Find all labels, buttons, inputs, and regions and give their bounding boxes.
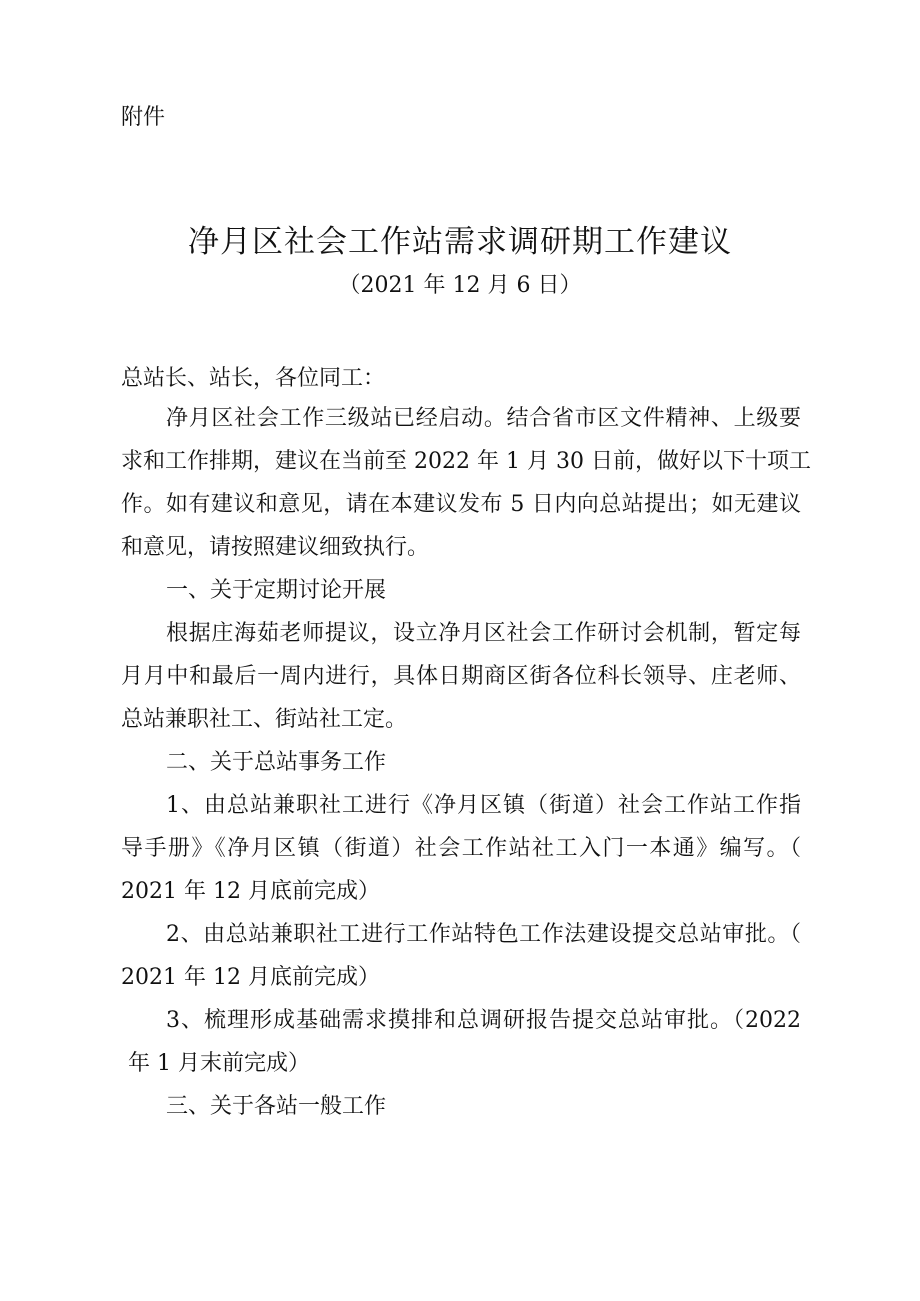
- document-title: 净月区社会工作站需求调研期工作建议: [188, 224, 732, 260]
- intro-line: 净月区社会工作三级站已经启动。结合省市区文件精神、上级要: [166, 406, 801, 431]
- section-heading: 一、关于定期讨论开展: [166, 578, 387, 603]
- intro-line: 作。如有建议和意见，请在本建议发布 5 日内向总站提出；如无建议: [121, 492, 801, 517]
- paragraph-line: 根据庄海茹老师提议，设立净月区社会工作研讨会机制，暂定每: [166, 621, 801, 646]
- document-date: （2021 年 12 月 6 日）: [338, 273, 582, 298]
- paragraph-line: 月月中和最后一周内进行，具体日期商区街各位科长领导、庄老师、: [121, 664, 801, 689]
- attachment-label: 附件: [121, 105, 166, 130]
- paragraph-line: 3、梳理形成基础需求摸排和总调研报告提交总站审批。（2022: [166, 1008, 801, 1033]
- intro-line: 求和工作排期，建议在当前至 2022 年 1 月 30 日前，做好以下十项工: [121, 449, 811, 474]
- paragraph-line: 总站兼职社工、街站社工定。: [121, 707, 408, 732]
- paragraph-line: 年 1 月末前完成）: [121, 1051, 310, 1076]
- section-heading: 二、关于总站事务工作: [166, 750, 387, 775]
- paragraph-line: 2021 年 12 月底前完成）: [121, 965, 380, 990]
- paragraph-line: 导手册》《净月区镇（街道）社会工作站社工入门一本通》编写。（: [121, 836, 801, 861]
- paragraph-line: 2021 年 12 月底前完成）: [121, 879, 380, 904]
- salutation: 总站长、站长，各位同工：: [121, 366, 386, 391]
- intro-line: 和意见，请按照建议细致执行。: [121, 535, 430, 560]
- paragraph-line: 2、由总站兼职社工进行工作站特色工作法建设提交总站审批。（: [166, 922, 801, 947]
- section-heading: 三、关于各站一般工作: [166, 1094, 387, 1119]
- paragraph-line: 1、由总站兼职社工进行《净月区镇（街道）社会工作站工作指: [166, 793, 801, 818]
